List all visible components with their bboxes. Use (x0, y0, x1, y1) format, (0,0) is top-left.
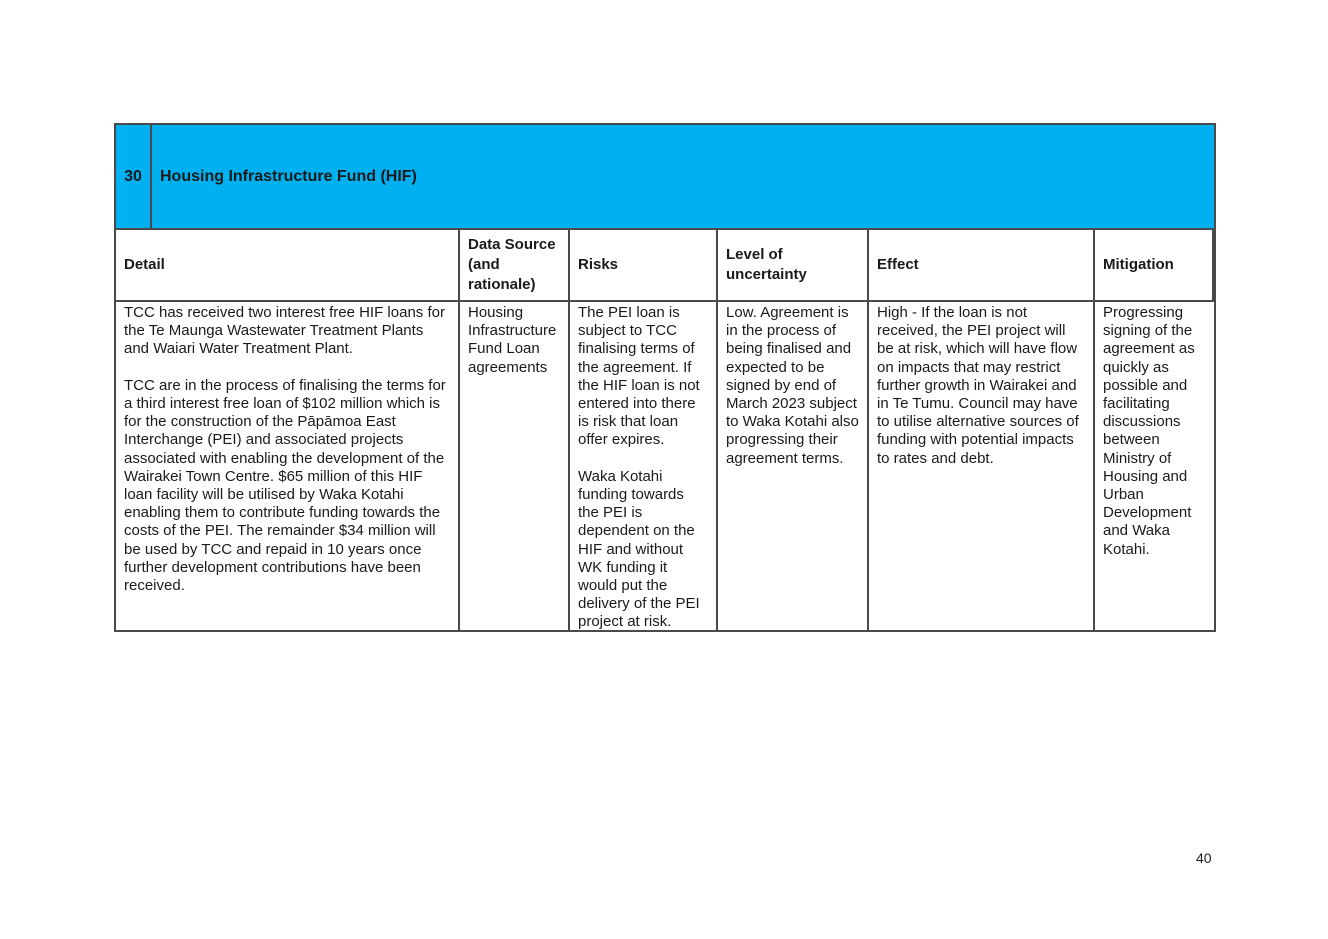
header-uncertainty: Level of uncertainty (718, 230, 869, 302)
header-effect: Effect (869, 230, 1095, 302)
header-mitigation: Mitigation (1095, 230, 1214, 302)
header-risks: Risks (570, 230, 718, 302)
risks-paragraph-1: The PEI loan is subject to TCC finalising terms of the agreement. If the HIF loan is not entered into there is risk that loan offer expires. (578, 304, 700, 449)
cell-detail (116, 302, 460, 630)
cell-uncertainty (718, 302, 869, 630)
cell-risks (570, 302, 718, 630)
section-title-band (116, 125, 1214, 230)
data-source-text: Housing Infrastructure Fund Loan agreements (468, 304, 557, 376)
header-data-source: Data Source (and rationale) (460, 230, 570, 302)
uncertainty-text: Low. Agreement is in the process of being finalised and expected to be signed by end of March 2023 subject to Waka Kotahi also progressing their agreement terms. (726, 304, 859, 467)
cell-mitigation (1095, 302, 1214, 630)
cell-data-source (460, 302, 570, 630)
section-title: Housing Infrastructure Fund (HIF) (160, 167, 417, 185)
cell-effect (869, 302, 1095, 630)
risk-table (114, 123, 1216, 632)
detail-paragraph-2: TCC are in the process of finalising the terms for a third interest free loan of $102 million which is for the construction of the Pāpāmoa East Interchange (PEI) and associated projects associated with enabling the development of the Wairakei Town Centre. $65 million of this HIF loan facility will be utilised by Waka Kotahi enabling them to contribute funding towards the costs of the PEI. The remainder $34 million will be used by TCC and repaid in 10 years once further development contributions have been received. (124, 376, 446, 595)
section-number: 30 (116, 125, 152, 228)
page-number: 40 (1196, 850, 1212, 866)
table-grid (116, 230, 1214, 630)
detail-paragraph-1: TCC has received two interest free HIF loans for the Te Maunga Wastewater Treatment Plants and Waiari Water Treatment Plant. (124, 304, 445, 358)
risks-paragraph-2: Waka Kotahi funding towards the PEI is dependent on the HIF and without WK funding it would put the delivery of the PEI project at risk. (578, 467, 700, 630)
mitigation-text: Progressing signing of the agreement as quickly as possible and facilitating discussions between Ministry of Housing and Urban Development and Waka Kotahi. (1103, 304, 1195, 558)
effect-text: High - If the loan is not received, the PEI project will be at risk, which will have flow on impacts that may restrict further growth in Wairakei and in Te Tumu. Council may have to utilise alternative sources of funding with potential impacts to rates and debt. (877, 304, 1079, 467)
header-detail: Detail (116, 230, 460, 302)
